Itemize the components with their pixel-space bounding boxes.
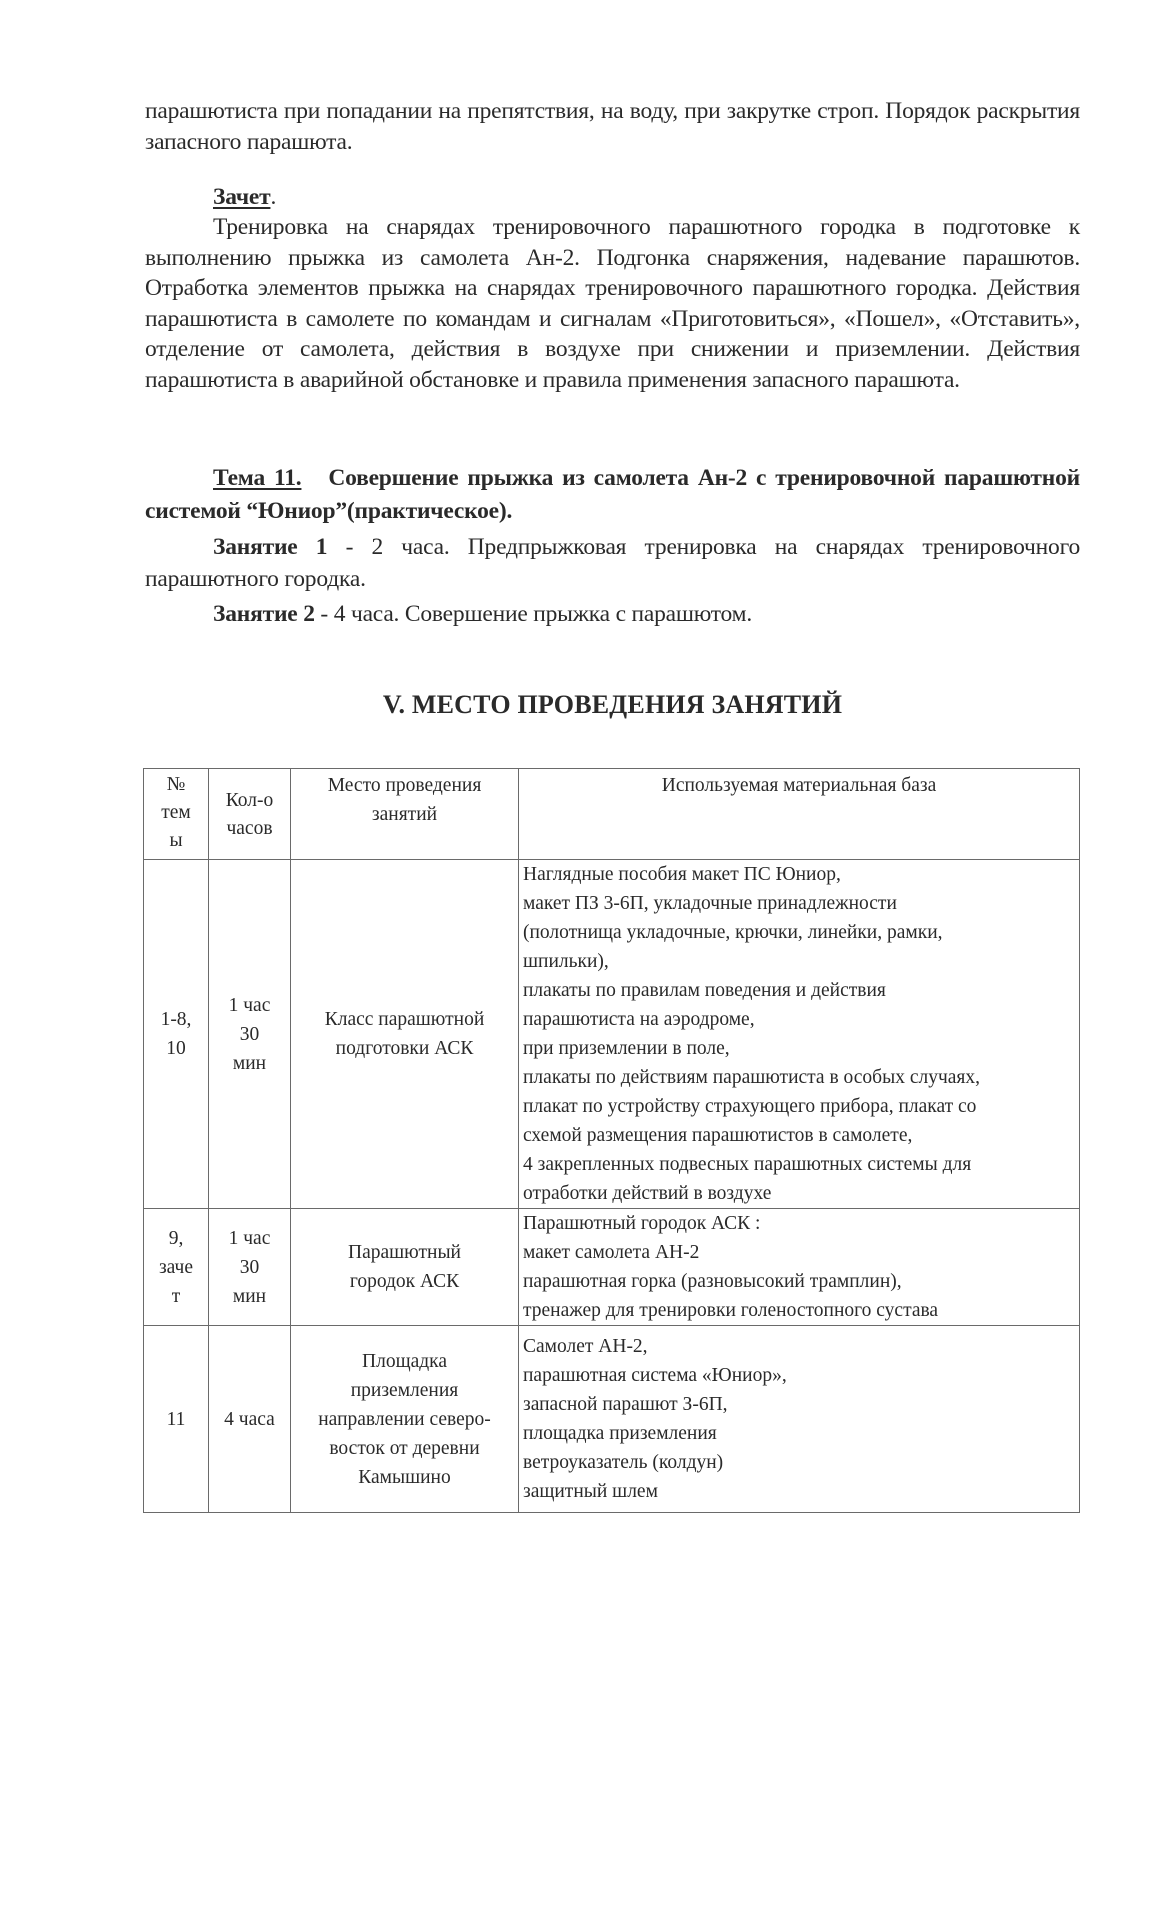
material-item: запасной парашют З-6П, bbox=[523, 1394, 728, 1415]
material-item: шпильки), bbox=[523, 951, 609, 972]
cell-topic-number bbox=[144, 1209, 209, 1326]
cell-line: Класс парашютной bbox=[324, 1009, 485, 1030]
cell-line: 10 bbox=[166, 1038, 186, 1059]
material-item: парашютная система «Юниор», bbox=[523, 1365, 787, 1386]
cell-place bbox=[291, 1326, 519, 1513]
material-item: площадка приземления bbox=[523, 1423, 717, 1444]
continued-paragraph bbox=[145, 96, 1080, 157]
material-item: отработки действий в воздухе bbox=[523, 1183, 772, 1204]
cell-line: 4 часа bbox=[224, 1408, 275, 1430]
material-item: схемой размещения парашютистов в самолете, bbox=[523, 1125, 913, 1146]
material-item: макет ПЗ 3-6П, укладочные принадлежности bbox=[523, 893, 897, 914]
cell-line: мин bbox=[232, 1285, 267, 1307]
material-item: Парашютный городок АСК : bbox=[523, 1213, 761, 1234]
material-item: при приземлении в поле, bbox=[523, 1038, 730, 1059]
cell-line: 11 bbox=[166, 1408, 186, 1430]
cell-line: 9, bbox=[168, 1227, 184, 1249]
zachet-body-text: Тренировка на снарядах тренировочного парашютного городка в подготовке к выполнению прыжка из самолета Ан-2. Подгонка снаряжения, надевание парашютов. Отработка элементов прыжка на снарядах тренировочного парашютного городка. Действия парашютиста в самолете по командам и сигналам «Приготовиться», «Пошел», «Отставить», отделение от самолета, действия в воздухе при снижении и приземлении. Действия парашютиста в аварийной обстановке и правила применения запасного парашюта. bbox=[145, 214, 1080, 393]
cell-line: 1 час bbox=[228, 1227, 271, 1249]
cell-material-base bbox=[519, 1326, 1080, 1513]
lesson-2-label: Занятие 2 bbox=[213, 601, 315, 627]
table-row bbox=[144, 1326, 1080, 1513]
continued-paragraph-text: парашютиста при попадании на препятствия, на воду, при закрутке строп. Порядок раскрытия запасного парашюта. bbox=[145, 98, 1080, 155]
cell-line: Парашютный bbox=[348, 1242, 461, 1263]
cell-material-base bbox=[519, 1209, 1080, 1326]
lesson-1 bbox=[145, 531, 1080, 595]
header-topic-number-line: тем bbox=[161, 802, 191, 823]
cell-hours bbox=[209, 1326, 291, 1513]
zachet-heading-period: . bbox=[270, 184, 277, 210]
cell-line: Площадка bbox=[362, 1350, 447, 1372]
header-topic-number-line: ы bbox=[169, 830, 183, 851]
material-item: плакат по устройству страхующего прибора, плакат со bbox=[523, 1096, 977, 1117]
topic-11-title: Совершение прыжка из самолета Ан-2 с тренировочной парашютной системой “Юниор”(практическое). bbox=[145, 465, 1080, 524]
header-topic-number bbox=[144, 769, 209, 860]
cell-line: заче bbox=[158, 1256, 194, 1278]
cell-topic-number bbox=[144, 1326, 209, 1513]
topic-11-heading bbox=[145, 462, 1080, 528]
section-title: V. МЕСТО ПРОВЕДЕНИЯ ЗАНЯТИЙ bbox=[382, 690, 843, 719]
lesson-2 bbox=[145, 599, 1080, 630]
cell-place bbox=[291, 860, 519, 1209]
zachet-heading-label: Зачет bbox=[213, 184, 271, 210]
material-item: ветроуказатель (колдун) bbox=[523, 1452, 724, 1473]
cell-line: направлении северо- bbox=[318, 1408, 491, 1430]
header-hours-line: часов bbox=[226, 818, 273, 839]
cell-line: городок АСК bbox=[349, 1271, 460, 1292]
lesson-2-text: - 4 часа. Совершение прыжка с парашютом. bbox=[314, 601, 753, 627]
table-header-row bbox=[144, 769, 1080, 860]
header-place-line: Место проведения bbox=[327, 775, 482, 796]
material-item: Самолет АН-2, bbox=[523, 1336, 648, 1357]
table-row bbox=[144, 1209, 1080, 1326]
cell-line: 30 bbox=[239, 1023, 260, 1045]
material-item: защитный шлем bbox=[523, 1481, 658, 1502]
cell-line: мин bbox=[232, 1052, 267, 1074]
header-topic-number-line: № bbox=[166, 774, 186, 795]
header-place-line: занятий bbox=[371, 804, 438, 825]
header-hours-line: Кол-о bbox=[225, 790, 274, 811]
cell-hours bbox=[209, 1209, 291, 1326]
material-item: парашютиста на аэродроме, bbox=[523, 1009, 755, 1030]
material-item: парашютная горка (разновысокий трамплин), bbox=[523, 1271, 902, 1292]
material-item: плакаты по правилам поведения и действия bbox=[523, 980, 886, 1001]
material-item: (полотнища укладочные, крючки, линейки, рамки, bbox=[523, 922, 943, 943]
training-locations-table bbox=[143, 768, 1080, 1513]
material-item: макет самолета АН-2 bbox=[523, 1242, 700, 1263]
cell-line: восток от деревни bbox=[329, 1437, 480, 1459]
cell-line: приземления bbox=[350, 1379, 459, 1401]
material-item: Наглядные пособия макет ПС Юниор, bbox=[523, 864, 841, 885]
lesson-1-label: Занятие 1 bbox=[213, 534, 328, 560]
header-material-base: Используемая материальная база bbox=[519, 769, 1080, 860]
header-place bbox=[291, 769, 519, 860]
material-item: плакаты по действиям парашютиста в особых случаях, bbox=[523, 1067, 981, 1088]
cell-line: Камышино bbox=[358, 1466, 451, 1488]
cell-material-base bbox=[519, 860, 1080, 1209]
material-item: 4 закрепленных подвесных парашютных системы для bbox=[523, 1154, 972, 1175]
cell-hours bbox=[209, 860, 291, 1209]
cell-line: 1 час bbox=[228, 994, 271, 1016]
zachet-body bbox=[145, 212, 1080, 395]
cell-line: т bbox=[171, 1285, 181, 1307]
topic-11-label: Тема 11. bbox=[213, 465, 302, 491]
cell-line: подготовки АСК bbox=[335, 1038, 474, 1059]
header-hours bbox=[209, 769, 291, 860]
material-item: тренажер для тренировки голеностопного сустава bbox=[523, 1300, 939, 1321]
lesson-1-text: - 2 часа. Предпрыжковая тренировка на снарядах тренировочного парашютного городка. bbox=[145, 534, 1080, 592]
cell-place bbox=[291, 1209, 519, 1326]
cell-topic-number bbox=[144, 860, 209, 1209]
zachet-heading bbox=[145, 182, 1080, 213]
table-row bbox=[144, 860, 1080, 1209]
cell-line: 1-8, bbox=[160, 1009, 192, 1030]
cell-line: 30 bbox=[239, 1256, 260, 1278]
